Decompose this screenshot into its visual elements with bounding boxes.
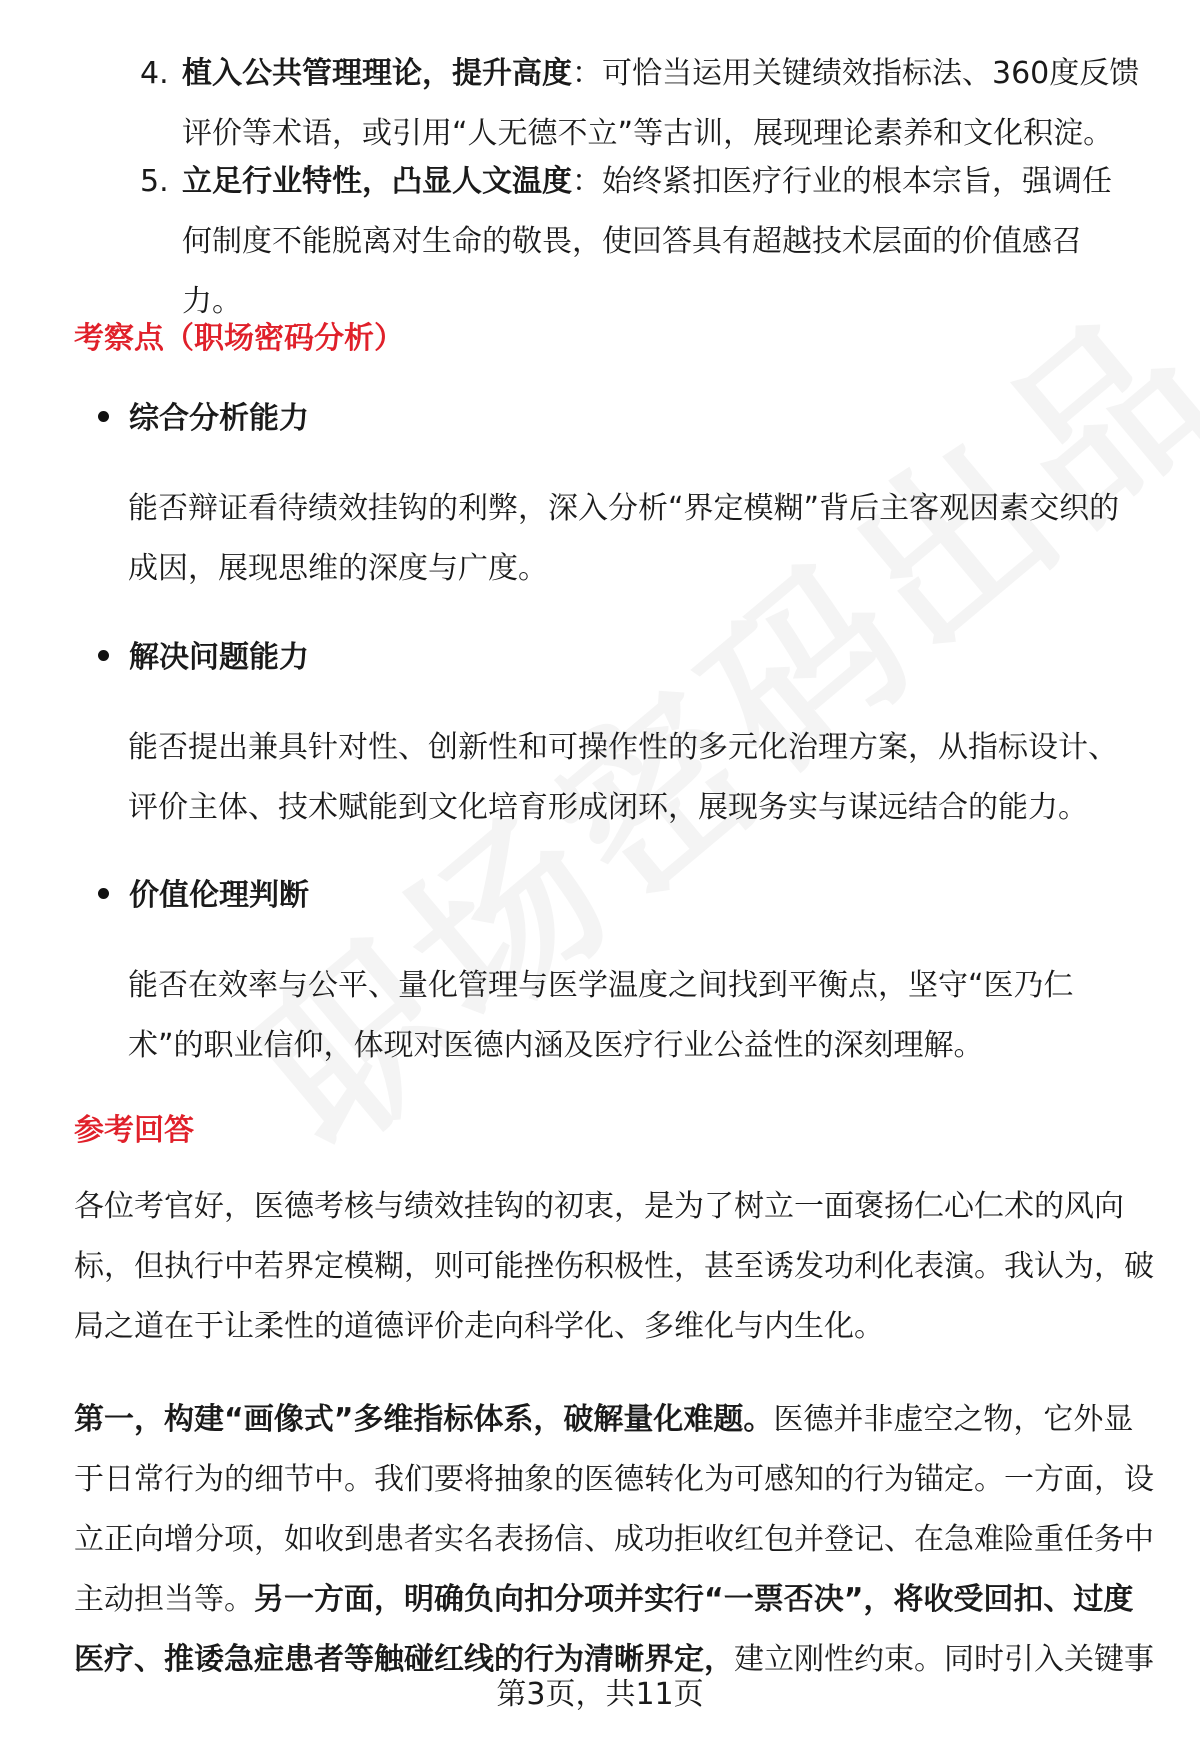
page-footer: 第3页，共11页 [496,1677,704,1712]
bullet-icon [98,650,109,661]
bullet-paragraph: 能否辩证看待绩效挂钩的利弊，深入分析“界定模糊”背后主客观因素交织的成因，展现思维的深度与广度。 [128,491,1120,586]
list-number: 4. [140,56,169,91]
list-item-lead: 立足行业特性，凸显人文温度 [182,164,572,199]
list-item-text: ：可恰当运用关键绩效指标法、360度反馈评价等术语，或引用“人无德不立”等古训，展现理论素养和文化积淀。 [182,56,1140,151]
list-item-lead: 植入公共管理理论，提升高度 [182,56,572,91]
bullet-icon [98,411,109,422]
list-item-text: ：始终紧扣医疗行业的根本宗旨，强调任何制度不能脱离对生命的敬畏，使回答具有超越技术层面的价值感召力。 [182,164,1112,319]
bullet-paragraph: 能否提出兼具针对性、创新性和可操作性的多元化治理方案，从指标设计、评价主体、技术赋能到文化培育形成闭环，展现务实与谋远结合的能力。 [128,730,1118,825]
list-item-5 [140,152,1140,332]
list-number: 5. [140,164,169,199]
bullet-heading: 综合分析能力 [98,399,309,439]
bullet-heading: 价值伦理判断 [98,876,309,916]
bullet-heading: 解决问题能力 [98,638,309,678]
list-item-4 [140,44,1140,164]
section-title-answer: 参考回答 [74,1113,194,1148]
bullet-paragraph: 能否在效率与公平、量化管理与医学温度之间找到平衡点，坚守“医乃仁术”的职业信仰，体现对医德内涵及医疗行业公益性的深刻理解。 [128,968,1074,1063]
section-title-exam: 考察点（职场密码分析） [74,321,404,356]
answer-intro: 各位考官好，医德考核与绩效挂钩的初衷，是为了树立一面褒扬仁心仁术的风向标，但执行中若界定模糊，则可能挫伤积极性，甚至诱发功利化表演。我认为，破局之道在于让柔性的道德评价走向科学化、多维化与内生化。 [74,1189,1154,1344]
answer-point-1: 第一，构建“画像式”多维指标体系，破解量化难题。医德并非虚空之物，它外显于日常行为的细节中。我们要将抽象的医德转化为可感知的行为锚定。一方面，设立正向增分项，如收到患者实名表扬信、成功拒收红包并登记、在急难险重任务中主动担当等。另一方面，明确负向扣分项并实行“一票否决”，将收受回扣、过度医疗、推诿急症患者等触碰红线的行为清晰界定，建立刚性约束。同时引入关键事 [74,1402,1154,1677]
bullet-icon [98,888,109,899]
